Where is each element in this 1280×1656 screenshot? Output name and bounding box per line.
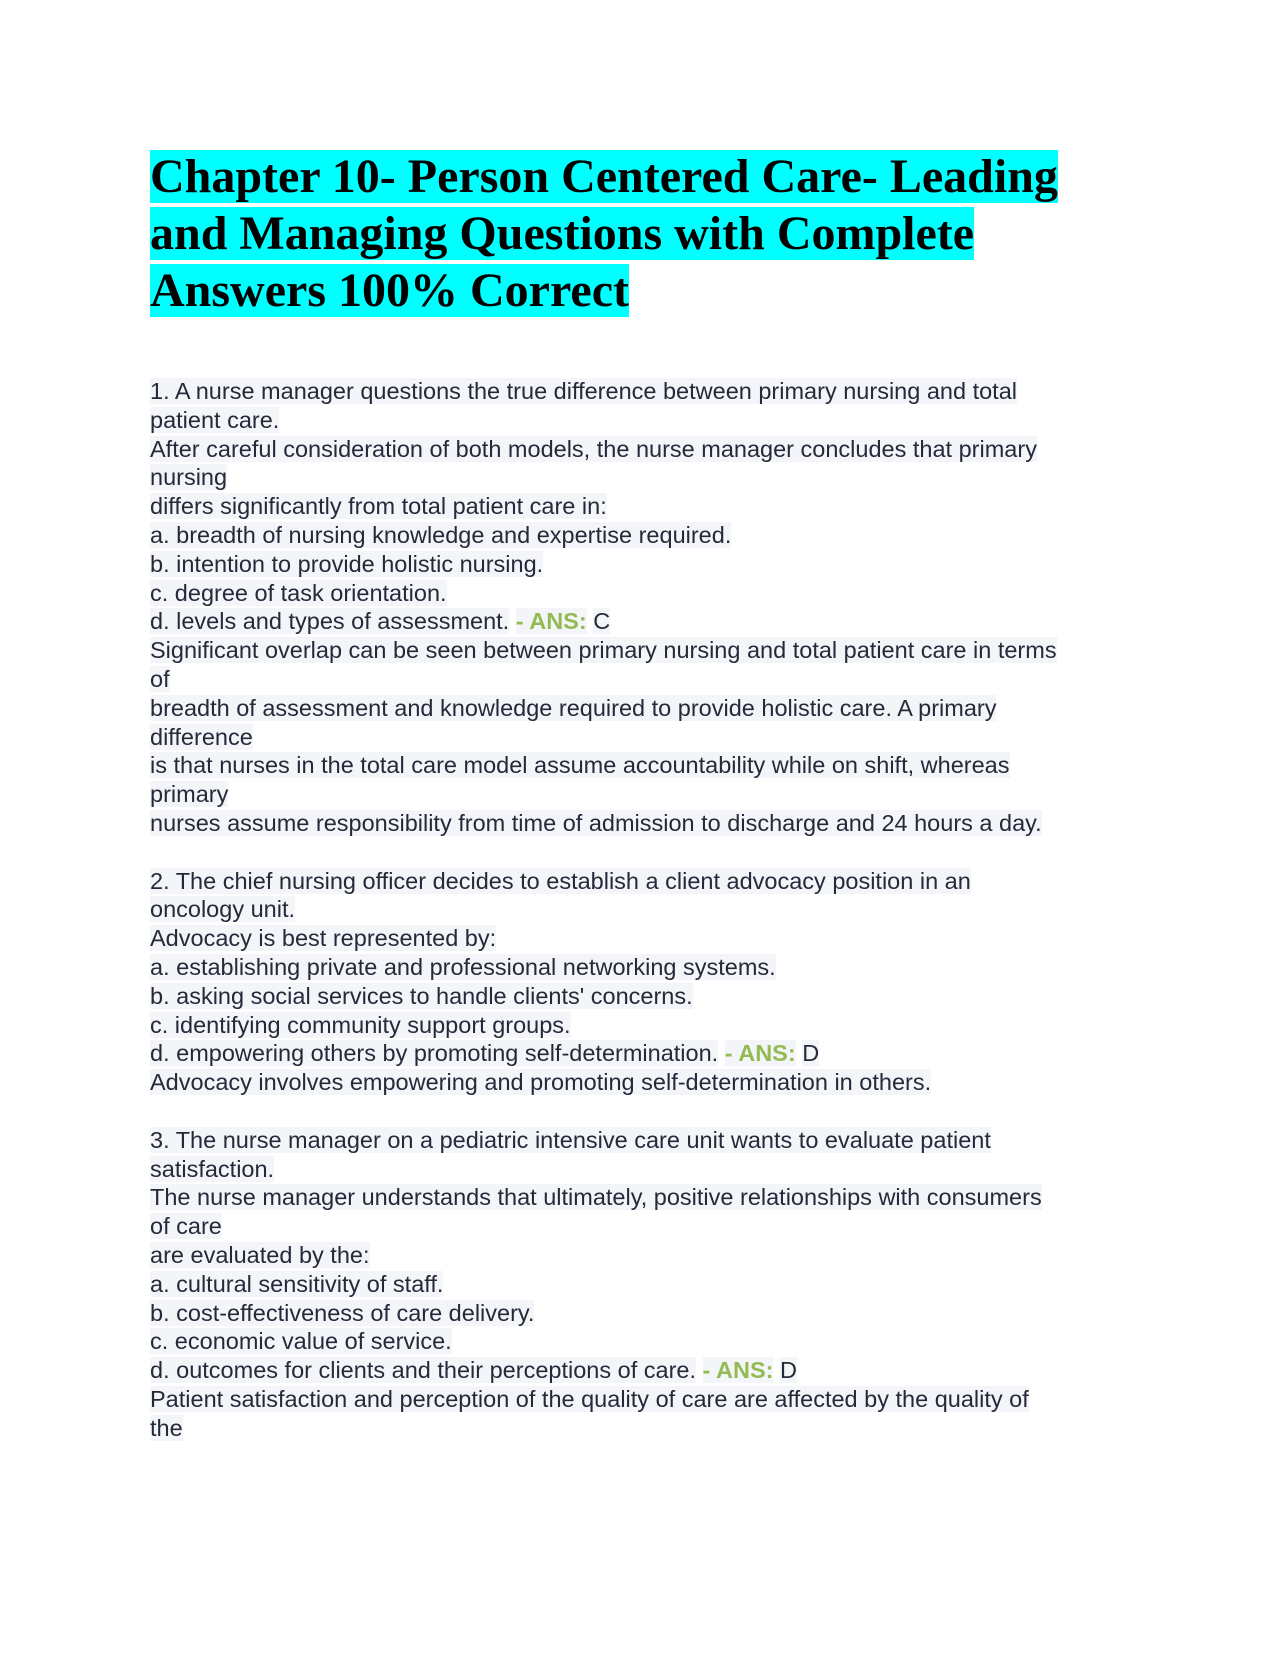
question-line: oncology unit. <box>150 896 296 923</box>
option-line: a. breadth of nursing knowledge and expertise required. <box>150 521 732 548</box>
question-line: satisfaction. <box>150 1155 275 1182</box>
title-line: Answers 100% Correct <box>150 264 629 317</box>
answer-marker: - ANS: <box>702 1357 774 1384</box>
document-page <box>150 148 1130 1442</box>
rationale-line: primary <box>150 781 229 808</box>
question-line: are evaluated by the: <box>150 1241 370 1268</box>
question-block <box>150 377 1130 838</box>
question-line: 1. A nurse manager questions the true difference between primary nursing and total <box>150 378 1017 404</box>
rationale-line: difference <box>150 723 253 750</box>
answer-marker: - ANS: <box>515 608 587 635</box>
question-line: 3. The nurse manager on a pediatric intensive care unit wants to evaluate patient <box>150 1126 991 1153</box>
rationale-line: the <box>150 1414 183 1441</box>
document-body <box>150 377 1130 1442</box>
option-line: a. establishing private and professional networking systems. <box>150 953 776 980</box>
answer-line: d. levels and types of assessment. - ANS: C <box>150 608 611 635</box>
option-line: b. cost-effectiveness of care delivery. <box>150 1299 535 1326</box>
option-line: a. cultural sensitivity of staff. <box>150 1270 444 1297</box>
rationale-line: Patient satisfaction and perception of the quality of care are affected by the quality of <box>150 1385 1029 1412</box>
answer-line: d. empowering others by promoting self-determination. - ANS: D <box>150 1040 820 1067</box>
rationale-line: nurses assume responsibility from time of admission to discharge and 24 hours a day. <box>150 809 1042 836</box>
rationale-line: is that nurses in the total care model assume accountability while on shift, whereas <box>150 752 1010 779</box>
question-line: Advocacy is best represented by: <box>150 925 497 952</box>
title-line: and Managing Questions with Complete <box>150 207 975 260</box>
rationale-line: Advocacy involves empowering and promoting self-determination in others. <box>150 1069 932 1096</box>
question-line: nursing <box>150 464 228 491</box>
question-line: patient care. <box>150 406 280 433</box>
option-line: c. identifying community support groups. <box>150 1011 571 1038</box>
question-block <box>150 867 1130 1097</box>
question-line: of care <box>150 1213 222 1240</box>
question-block <box>150 1126 1130 1443</box>
paragraph-gap <box>150 838 1130 867</box>
answer-letter: C <box>593 608 611 635</box>
title-line: Chapter 10- Person Centered Care- Leading <box>150 150 1058 203</box>
option-line: b. asking social services to handle clients' concerns. <box>150 982 693 1009</box>
answer-marker: - ANS: <box>724 1040 796 1067</box>
question-line: After careful consideration of both models, the nurse manager concludes that primary <box>150 435 1037 462</box>
answer-line: d. outcomes for clients and their perceptions of care. - ANS: D <box>150 1357 797 1384</box>
question-line: The nurse manager understands that ultimately, positive relationships with consumers <box>150 1184 1042 1211</box>
rationale-line: of <box>150 665 170 692</box>
option-line: c. degree of task orientation. <box>150 579 447 606</box>
question-line: differs significantly from total patient care in: <box>150 493 607 520</box>
option-line: b. intention to provide holistic nursing. <box>150 550 544 577</box>
rationale-line: breadth of assessment and knowledge required to provide holistic care. A primary <box>150 694 997 721</box>
question-line: 2. The chief nursing officer decides to establish a client advocacy position in an <box>150 867 971 894</box>
answer-letter: D <box>780 1357 797 1384</box>
answer-letter: D <box>802 1040 820 1067</box>
option-line: c. economic value of service. <box>150 1328 452 1355</box>
paragraph-gap <box>150 1097 1130 1126</box>
document-title <box>150 148 1130 319</box>
rationale-line: Significant overlap can be seen between primary nursing and total patient care in terms <box>150 637 1057 664</box>
